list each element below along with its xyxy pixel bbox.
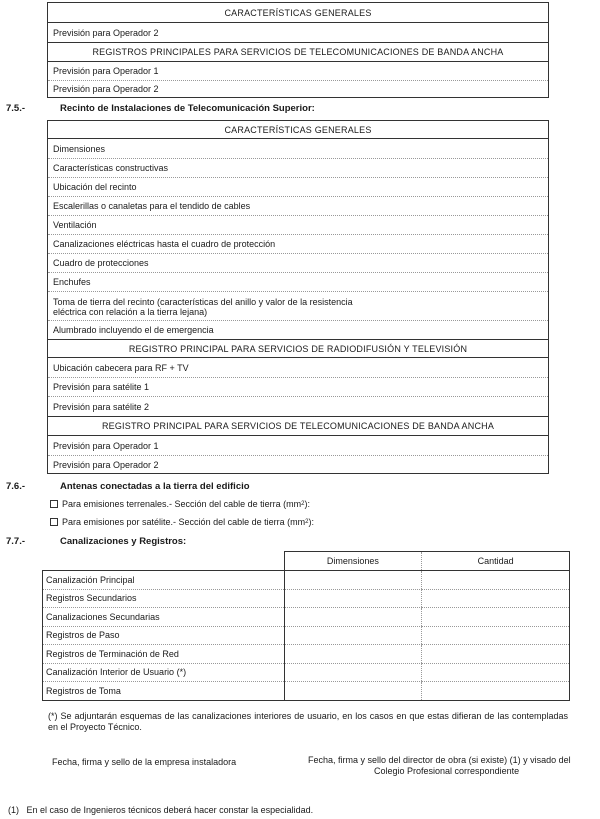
dimensiones-cell[interactable] xyxy=(284,571,422,590)
row-label: Registros de Paso xyxy=(43,626,285,645)
table-row xyxy=(43,663,570,682)
dimensiones-cell[interactable] xyxy=(284,608,422,627)
table-row xyxy=(43,571,570,590)
table-row xyxy=(43,589,570,608)
sup-terrenales: 2 xyxy=(301,501,305,507)
header-radiodifusion: REGISTRO PRINCIPAL PARA SERVICIOS DE RADIODIFUSIÓN Y TELEVISIÓN xyxy=(48,339,548,358)
top-header-registros: REGISTROS PRINCIPALES PARA SERVICIOS DE TELECOMUNICACIONES DE BANDA ANCHA xyxy=(48,42,548,62)
row-dimensiones: Dimensiones xyxy=(53,143,106,154)
cantidad-cell[interactable] xyxy=(422,682,570,701)
table-row xyxy=(43,682,570,701)
dimensiones-cell[interactable] xyxy=(284,645,422,664)
top-table xyxy=(47,2,549,98)
option-satelite[interactable] xyxy=(50,517,314,527)
row-label: Canalización Principal xyxy=(43,571,285,590)
row-ventilacion: Ventilación xyxy=(48,215,548,234)
row-cabecera-rf-tv: Ubicación cabecera para RF + TV xyxy=(53,362,189,373)
table-row xyxy=(43,608,570,627)
label-terrenales: Para emisiones terrenales.- Sección del cable de tierra (mm xyxy=(62,499,302,509)
dimensiones-cell[interactable] xyxy=(284,663,422,682)
signature-director-line-2: Colegio Profesional correspondiente xyxy=(374,766,520,776)
table-row xyxy=(43,645,570,664)
row-operador-2: Previsión para Operador 2 xyxy=(48,455,548,473)
canal-header-blank xyxy=(43,552,285,571)
table-row xyxy=(43,626,570,645)
signature-empresa: Fecha, firma y sello de la empresa instaladora xyxy=(52,757,237,767)
toma-tierra-line-1: Toma de tierra del recinto (características del anillo y valor de la resistencia xyxy=(53,297,353,307)
row-enchufes: Enchufes xyxy=(48,272,548,291)
row-escalerillas: Escalerillas o canaletas para el tendido de cables xyxy=(48,196,548,215)
section-77-number: 7.7.- xyxy=(6,536,26,547)
cantidad-cell[interactable] xyxy=(422,571,570,590)
top-row-banda-2: Previsión para Operador 2 xyxy=(48,80,548,97)
row-cuadro-protecciones: Cuadro de protecciones xyxy=(48,253,548,272)
section-76-title: Antenas conectadas a la tierra del edificio xyxy=(60,481,250,492)
row-label: Registros de Terminación de Red xyxy=(43,645,285,664)
dimensiones-cell[interactable] xyxy=(284,626,422,645)
section-75-title: Recinto de Instalaciones de Telecomunicación Superior: xyxy=(60,103,315,114)
row-alumbrado: Alumbrado incluyendo el de emergencia xyxy=(48,320,548,339)
signature-director-line-1: Fecha, firma y sello del director de obra (si existe) (1) y visado del xyxy=(308,755,571,765)
cantidad-cell[interactable] xyxy=(422,645,570,664)
label-satelite: Para emisiones por satélite.- Sección del cable de tierra (mm xyxy=(62,517,306,527)
row-label: Canalización Interior de Usuario (*) xyxy=(43,663,285,682)
section-75-table xyxy=(47,120,549,474)
row-operador-1: Previsión para Operador 1 xyxy=(53,440,159,451)
row-canalizaciones-electricas: Canalizaciones eléctricas hasta el cuadro de protección xyxy=(48,234,548,253)
col-dimensiones: Dimensiones xyxy=(284,552,422,571)
section-75-number: 7.5.- xyxy=(6,103,26,114)
col-cantidad: Cantidad xyxy=(422,552,570,571)
header-banda-ancha: REGISTRO PRINCIPAL PARA SERVICIOS DE TELECOMUNICACIONES DE BANDA ANCHA xyxy=(48,416,548,436)
row-label: Registros Secundarios xyxy=(43,589,285,608)
cantidad-cell[interactable] xyxy=(422,608,570,627)
top-row-banda-1: Previsión para Operador 1 xyxy=(53,66,159,76)
canal-header-row xyxy=(43,552,570,571)
row-label: Canalizaciones Secundarias xyxy=(43,608,285,627)
section-76-number: 7.6.- xyxy=(6,481,26,492)
note-esquemas: (*) Se adjuntarán esquemas de las canalizaciones interiores de usuario, en los casos en que estas difieran de las contempladas en el Proyecto Técnico. xyxy=(48,711,568,732)
suffix-satelite: ): xyxy=(308,517,314,527)
sup-satelite: 2 xyxy=(305,519,309,525)
cantidad-cell[interactable] xyxy=(422,589,570,608)
option-terrenales[interactable] xyxy=(50,499,310,509)
top-row-operador-2: Previsión para Operador 2 xyxy=(53,27,159,38)
top-header-caracteristicas: CARACTERÍSTICAS GENERALES xyxy=(48,3,548,23)
row-ubicacion-recinto: Ubicación del recinto xyxy=(48,177,548,196)
row-toma-tierra xyxy=(48,291,548,320)
checkbox-satelite[interactable] xyxy=(50,518,58,526)
dimensiones-cell[interactable] xyxy=(284,682,422,701)
dimensiones-cell[interactable] xyxy=(284,589,422,608)
section-77-title: Canalizaciones y Registros: xyxy=(60,536,187,547)
signature-director xyxy=(308,755,600,777)
toma-tierra-line-2: eléctrica con relación a la tierra lejana) xyxy=(53,307,208,317)
cantidad-cell[interactable] xyxy=(422,663,570,682)
footnote: (1) En el caso de Ingenieros técnicos deberá hacer constar la especialidad. xyxy=(8,805,314,815)
cantidad-cell[interactable] xyxy=(422,626,570,645)
row-label: Registros de Toma xyxy=(43,682,285,701)
row-caracteristicas-constructivas: Características constructivas xyxy=(48,158,548,177)
row-satelite-1: Previsión para satélite 1 xyxy=(48,377,548,396)
header-caracteristicas: CARACTERÍSTICAS GENERALES xyxy=(48,121,548,139)
canalizaciones-table xyxy=(42,551,570,701)
row-satelite-2: Previsión para satélite 2 xyxy=(48,396,548,416)
suffix-terrenales: ): xyxy=(304,499,310,509)
checkbox-terrenales[interactable] xyxy=(50,500,58,508)
